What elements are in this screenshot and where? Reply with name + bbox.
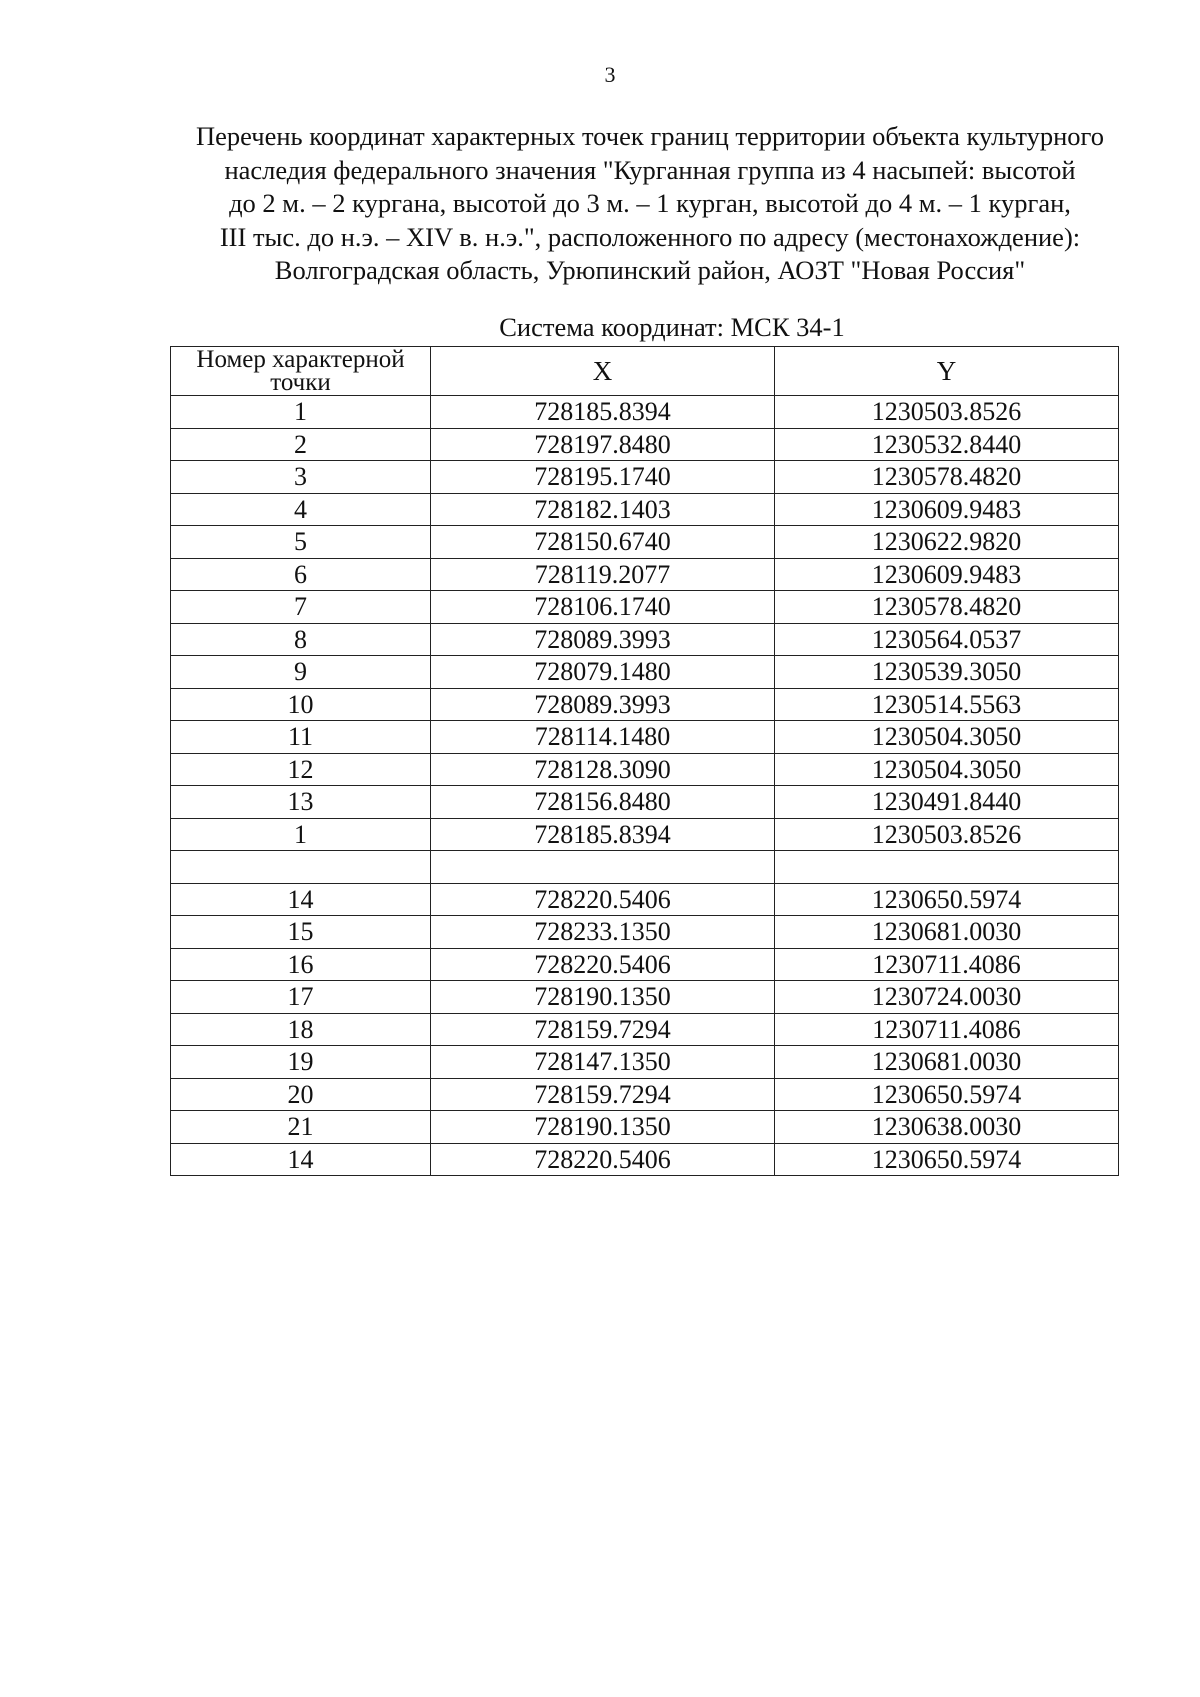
cell-x: 728159.7294 — [431, 1078, 775, 1111]
cell-y: 1230503.8526 — [775, 818, 1119, 851]
table-row — [171, 558, 1119, 591]
cell-y: 1230564.0537 — [775, 623, 1119, 656]
table-header-row — [171, 347, 1119, 396]
cell-point-number: 7 — [171, 591, 431, 624]
cell-y: 1230681.0030 — [775, 1046, 1119, 1079]
cell-y: 1230609.9483 — [775, 493, 1119, 526]
cell-point-number: 12 — [171, 753, 431, 786]
cell-y: 1230724.0030 — [775, 981, 1119, 1014]
cell-point-number: 5 — [171, 526, 431, 559]
cell-x: 728182.1403 — [431, 493, 775, 526]
cell-point-number: 16 — [171, 948, 431, 981]
table-row — [171, 1046, 1119, 1079]
cell-y: 1230609.9483 — [775, 558, 1119, 591]
cell-point-number: 3 — [171, 461, 431, 494]
table-row — [171, 1143, 1119, 1176]
table-row — [171, 656, 1119, 689]
cell-point-number: 9 — [171, 656, 431, 689]
cell-y: 1230681.0030 — [775, 916, 1119, 949]
page-number: 3 — [604, 62, 616, 87]
cell-x: 728185.8394 — [431, 818, 775, 851]
cell-point-number: 6 — [171, 558, 431, 591]
cell-x: 728147.1350 — [431, 1046, 775, 1079]
table-row — [171, 818, 1119, 851]
cell-x: 728089.3993 — [431, 688, 775, 721]
cell-x: 728197.8480 — [431, 428, 775, 461]
cell-y: 1230504.3050 — [775, 721, 1119, 754]
table-row — [171, 753, 1119, 786]
cell-x: 728190.1350 — [431, 981, 775, 1014]
cell-y: 1230638.0030 — [775, 1111, 1119, 1144]
cell-y: 1230539.3050 — [775, 656, 1119, 689]
cell-x — [431, 851, 775, 884]
cell-point-number: 14 — [171, 1143, 431, 1176]
cell-point-number: 11 — [171, 721, 431, 754]
title-line: III тыс. до н.э. – XIV в. н.э.", расположенного по адресу (местонахождение): — [219, 221, 1081, 252]
cell-x: 728233.1350 — [431, 916, 775, 949]
header-point-line1: Номер характерной — [196, 346, 405, 373]
table-row — [171, 883, 1119, 916]
table-row — [171, 1013, 1119, 1046]
cell-x: 728114.1480 — [431, 721, 775, 754]
cell-x: 728128.3090 — [431, 753, 775, 786]
table-row — [171, 981, 1119, 1014]
cell-point-number: 21 — [171, 1111, 431, 1144]
cell-point-number: 13 — [171, 786, 431, 819]
table-row — [171, 786, 1119, 819]
coordinates-table — [170, 346, 1119, 1176]
cell-y: 1230650.5974 — [775, 1078, 1119, 1111]
cell-point-number: 20 — [171, 1078, 431, 1111]
title-line: Перечень координат характерных точек границ территории объекта культурного — [196, 121, 1104, 151]
cell-y: 1230503.8526 — [775, 396, 1119, 429]
cell-point-number: 17 — [171, 981, 431, 1014]
table-row — [171, 493, 1119, 526]
title-line: Волгоградская область, Урюпинский район, АОЗТ "Новая Россия" — [274, 255, 1026, 285]
header-point-number — [171, 347, 431, 396]
table-row — [171, 591, 1119, 624]
cell-point-number: 14 — [171, 883, 431, 916]
cell-point-number: 2 — [171, 428, 431, 461]
cell-x: 728106.1740 — [431, 591, 775, 624]
cell-x: 728156.8480 — [431, 786, 775, 819]
table-row — [171, 461, 1119, 494]
document-title — [150, 120, 1150, 288]
title-line: до 2 м. – 2 кургана, высотой до 3 м. – 1 курган, высотой до 4 м. – 1 курган, — [229, 188, 1071, 218]
cell-x: 728089.3993 — [431, 623, 775, 656]
table-row — [171, 1078, 1119, 1111]
cell-y: 1230578.4820 — [775, 591, 1119, 624]
table-row — [171, 851, 1119, 884]
cell-x: 728220.5406 — [431, 948, 775, 981]
cell-x: 728119.2077 — [431, 558, 775, 591]
cell-point-number: 19 — [171, 1046, 431, 1079]
table-row — [171, 396, 1119, 429]
coordinate-system-caption: Система координат: МСК 34-1 — [499, 312, 845, 342]
cell-point-number: 4 — [171, 493, 431, 526]
cell-y: 1230650.5974 — [775, 883, 1119, 916]
cell-x: 728150.6740 — [431, 526, 775, 559]
cell-x: 728220.5406 — [431, 1143, 775, 1176]
table-body — [171, 396, 1119, 1176]
cell-x: 728159.7294 — [431, 1013, 775, 1046]
table-row — [171, 623, 1119, 656]
cell-point-number: 18 — [171, 1013, 431, 1046]
cell-y: 1230491.8440 — [775, 786, 1119, 819]
table-row — [171, 948, 1119, 981]
cell-y: 1230514.5563 — [775, 688, 1119, 721]
cell-y: 1230711.4086 — [775, 948, 1119, 981]
cell-x: 728190.1350 — [431, 1111, 775, 1144]
cell-y: 1230622.9820 — [775, 526, 1119, 559]
cell-x: 728220.5406 — [431, 883, 775, 916]
header-y: Y — [775, 347, 1119, 396]
cell-y: 1230532.8440 — [775, 428, 1119, 461]
cell-point-number: 1 — [171, 396, 431, 429]
cell-x: 728079.1480 — [431, 656, 775, 689]
cell-point-number: 10 — [171, 688, 431, 721]
cell-point-number — [171, 851, 431, 884]
cell-x: 728195.1740 — [431, 461, 775, 494]
table-row — [171, 721, 1119, 754]
cell-y — [775, 851, 1119, 884]
table-row — [171, 428, 1119, 461]
table-row — [171, 916, 1119, 949]
cell-point-number: 15 — [171, 916, 431, 949]
header-x: X — [431, 347, 775, 396]
title-line: наследия федерального значения "Курганная группа из 4 насыпей: высотой — [224, 154, 1076, 185]
cell-y: 1230504.3050 — [775, 753, 1119, 786]
cell-point-number: 1 — [171, 818, 431, 851]
cell-y: 1230578.4820 — [775, 461, 1119, 494]
table-row — [171, 1111, 1119, 1144]
table-row — [171, 688, 1119, 721]
cell-y: 1230650.5974 — [775, 1143, 1119, 1176]
table-row — [171, 526, 1119, 559]
header-point-line2: точки — [270, 369, 331, 396]
cell-x: 728185.8394 — [431, 396, 775, 429]
cell-y: 1230711.4086 — [775, 1013, 1119, 1046]
cell-point-number: 8 — [171, 623, 431, 656]
